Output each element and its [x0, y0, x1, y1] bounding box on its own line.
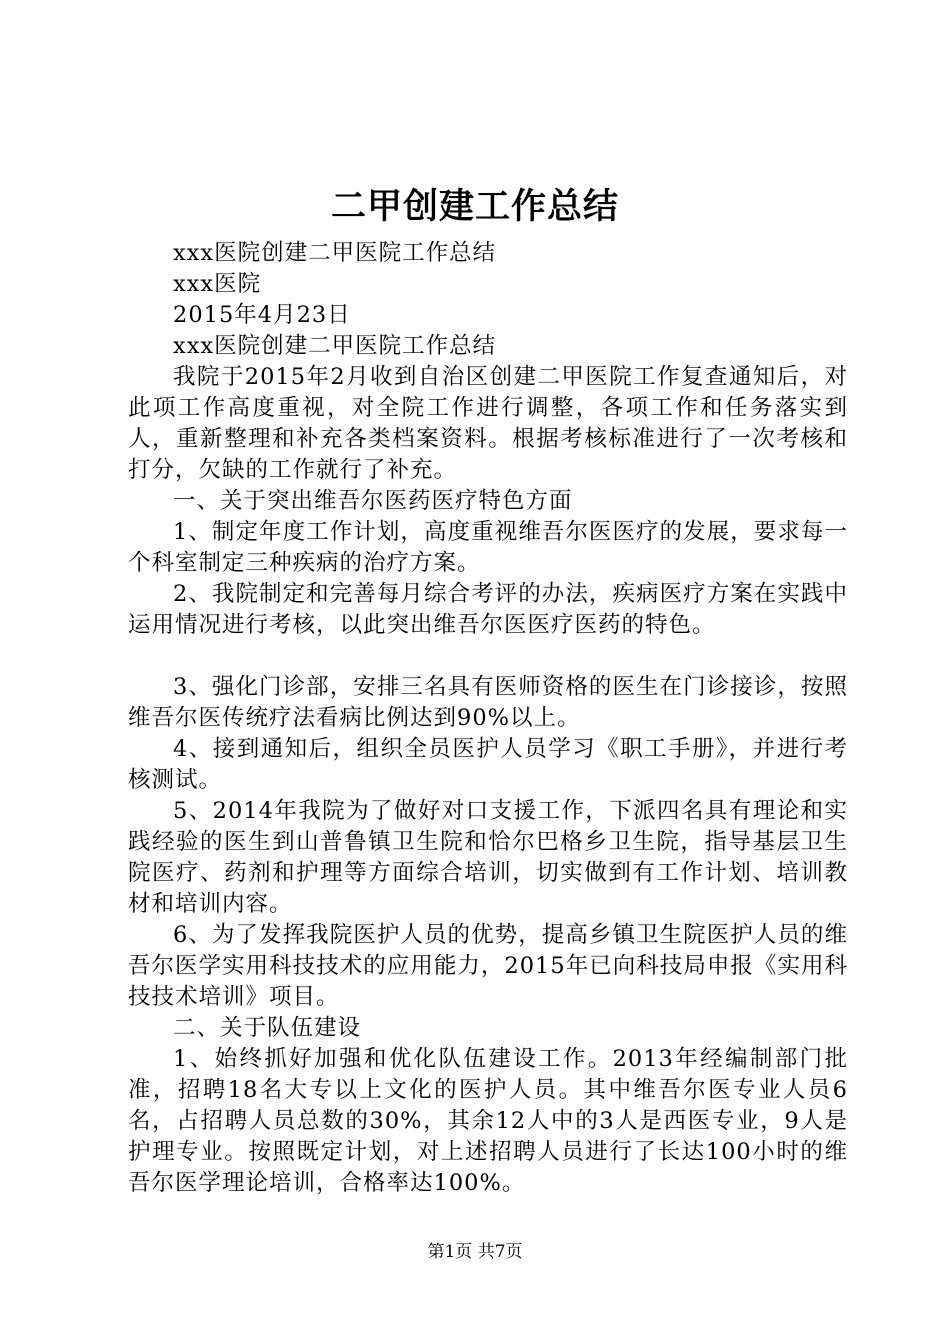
list-item-1-4: 4、接到通知后，组织全员医护人员学习《职工手册》，并进行考核测试。: [128, 736, 848, 793]
list-item-1-5: 5、2014年我院为了做好对口支援工作，下派四名具有理论和实践经验的医生到山普鲁镇卫生院和恰尔巴格乡卫生院，指导基层卫生院医疗、药剂和护理等方面综合培训，切实做到有工作计划、培训教材和培训内容。: [128, 798, 848, 917]
list-item-1-1: 1、制定年度工作计划，高度重视维吾尔医医疗的发展，要求每一个科室制定三种疾病的治疗方案。: [128, 519, 848, 576]
list-item-1-6: 6、为了发挥我院医护人员的优势，提高乡镇卫生院医护人员的维吾尔医学实用科技技术的应用能力，2015年已向科技局申报《实用科技技术培训》项目。: [128, 922, 848, 1010]
paragraph-subtitle-repeat: xxx医院创建二甲医院工作总结: [173, 333, 497, 359]
paragraph-intro: 我院于2015年2月收到自治区创建二甲医院工作复查通知后，对此项工作高度重视，对全院工作进行调整，各项工作和任务落实到人，重新整理和补充各类档案资料。根据考核标准进行了一次考核和打分，欠缺的工作就行了补充。: [128, 364, 848, 483]
paragraph-subtitle: xxx医院创建二甲医院工作总结: [173, 240, 497, 266]
paragraph-date: 2015年4月23日: [173, 302, 351, 328]
paragraph-hospital: xxx医院: [173, 271, 262, 297]
document-title: 二甲创建工作总结: [330, 186, 619, 227]
section-heading-1: 一、关于突出维吾尔医药医疗特色方面: [173, 488, 573, 514]
page-footer: 第1页 共7页: [427, 1242, 523, 1262]
list-item-1-2: 2、我院制定和完善每月综合考评的办法，疾病医疗方案在实践中运用情况进行考核，以此突出维吾尔医医疗医药的特色。: [128, 581, 848, 638]
document-body: [128, 238, 848, 1199]
section-heading-2: 二、关于队伍建设: [173, 1015, 362, 1041]
list-item-1-3: 3、强化门诊部，安排三名具有医师资格的医生在门诊接诊，按照维吾尔医传统疗法看病比例达到90%以上。: [128, 674, 848, 731]
list-item-2-1: 1、始终抓好加强和优化队伍建设工作。2013年经编制部门批准，招聘18名大专以上文化的医护人员。其中维吾尔医专业人员6名，占招聘人员总数的30%，其余12人中的3人是西医专业，9人是护理专业。按照既定计划，对上述招聘人员进行了长达100小时的维吾尔医学理论培训，合格率达100%。: [128, 1046, 848, 1196]
